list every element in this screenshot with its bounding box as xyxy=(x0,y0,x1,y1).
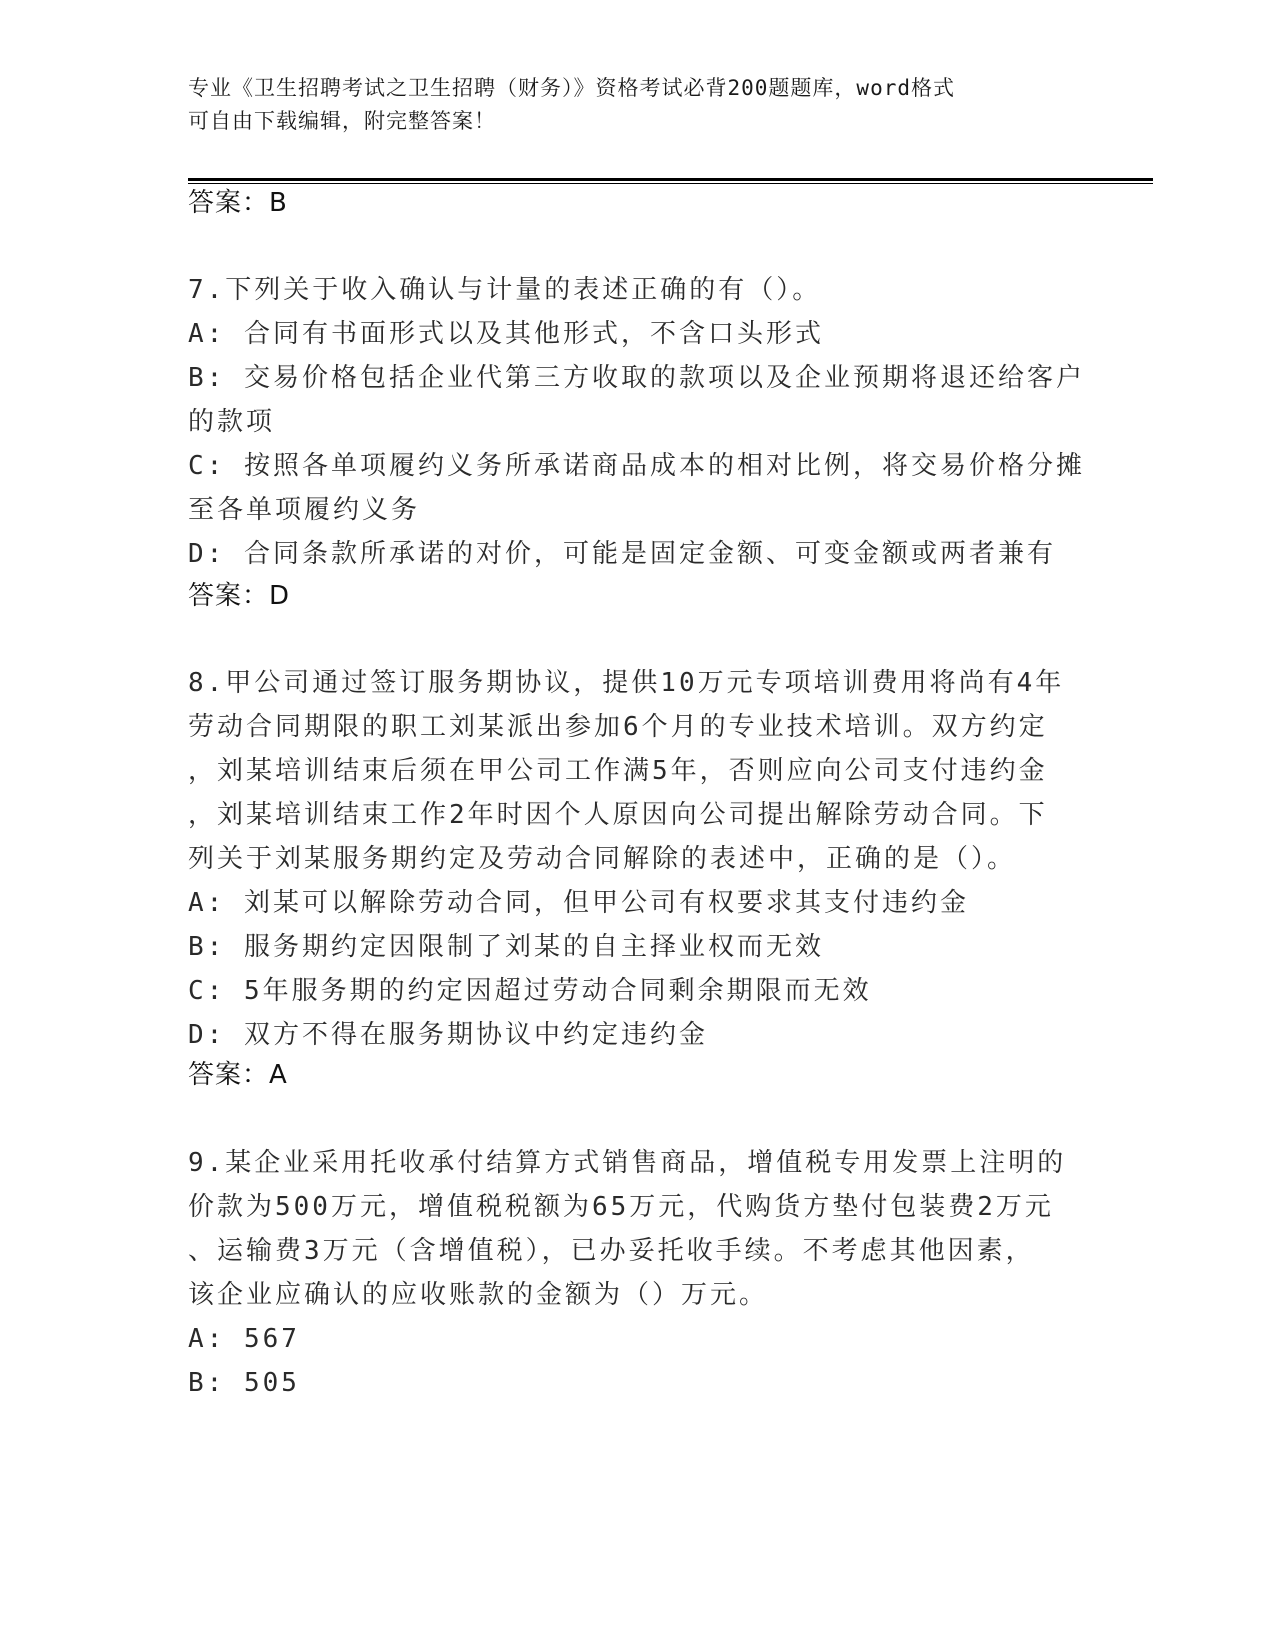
q8-stem-line2: 劳动合同期限的职工刘某派出参加6个月的专业技术培训。双方约定 xyxy=(188,712,1048,742)
q7-option-b-line1: B: 交易价格包括企业代第三方收取的款项以及企业预期将退还给客户 xyxy=(188,363,1085,393)
header-divider-thick xyxy=(188,178,1153,181)
q8-stem-line4: ，刘某培训结束工作2年时因个人原因向公司提出解除劳动合同。下 xyxy=(188,800,1048,830)
q7-stem: 7.下列关于收入确认与计量的表述正确的有（）。 xyxy=(188,275,822,305)
q7-option-a: A: 合同有书面形式以及其他形式，不含口头形式 xyxy=(188,319,824,349)
answer-q6: 答案：B xyxy=(188,188,288,218)
q8-stem-line5: 列关于刘某服务期约定及劳动合同解除的表述中，正确的是（）。 xyxy=(188,844,1017,874)
q9-stem-line3: 、运输费3万元（含增值税），已办妥托收手续。不考虑其他因素， xyxy=(188,1236,1035,1266)
q7-option-d: D: 合同条款所承诺的对价，可能是固定金额、可变金额或两者兼有 xyxy=(188,539,1056,569)
answer-q8: 答案：A xyxy=(188,1060,288,1090)
header-divider-thin xyxy=(188,183,1153,184)
q9-option-b: B: 505 xyxy=(188,1368,300,1398)
document-header xyxy=(188,72,1088,138)
q8-option-d: D: 双方不得在服务期协议中约定违约金 xyxy=(188,1020,708,1050)
q7-option-c-line2: 至各单项履约义务 xyxy=(188,495,421,525)
q9-option-a: A: 567 xyxy=(188,1324,300,1354)
q8-option-c: C: 5年服务期的约定因超过劳动合同剩余期限而无效 xyxy=(188,976,872,1006)
q8-stem-line1: 8.甲公司通过签订服务期协议，提供10万元专项培训费用将尚有4年 xyxy=(188,668,1065,698)
header-line-1: 专业《卫生招聘考试之卫生招聘（财务）》资格考试必背200题题库，word格式 xyxy=(188,76,955,100)
q9-stem-line2: 价款为500万元，增值税税额为65万元，代购货方垫付包装费2万元 xyxy=(188,1192,1054,1222)
q7-option-b-line2: 的款项 xyxy=(188,407,276,437)
answer-q7: 答案：D xyxy=(188,581,291,611)
q9-stem-line4: 该企业应确认的应收账款的金额为（）万元。 xyxy=(188,1280,769,1310)
q7-option-c-line1: C: 按照各单项履约义务所承诺商品成本的相对比例，将交易价格分摊 xyxy=(188,451,1085,481)
q9-stem-line1: 9.某企业采用托收承付结算方式销售商品，增值税专用发票上注明的 xyxy=(188,1148,1067,1178)
q8-stem-line3: ，刘某培训结束后须在甲公司工作满5年，否则应向公司支付违约金 xyxy=(188,756,1048,786)
header-line-2: 可自由下载编辑，附完整答案！ xyxy=(188,109,496,133)
q8-option-a: A: 刘某可以解除劳动合同，但甲公司有权要求其支付违约金 xyxy=(188,888,969,918)
q8-option-b: B: 服务期约定因限制了刘某的自主择业权而无效 xyxy=(188,932,824,962)
